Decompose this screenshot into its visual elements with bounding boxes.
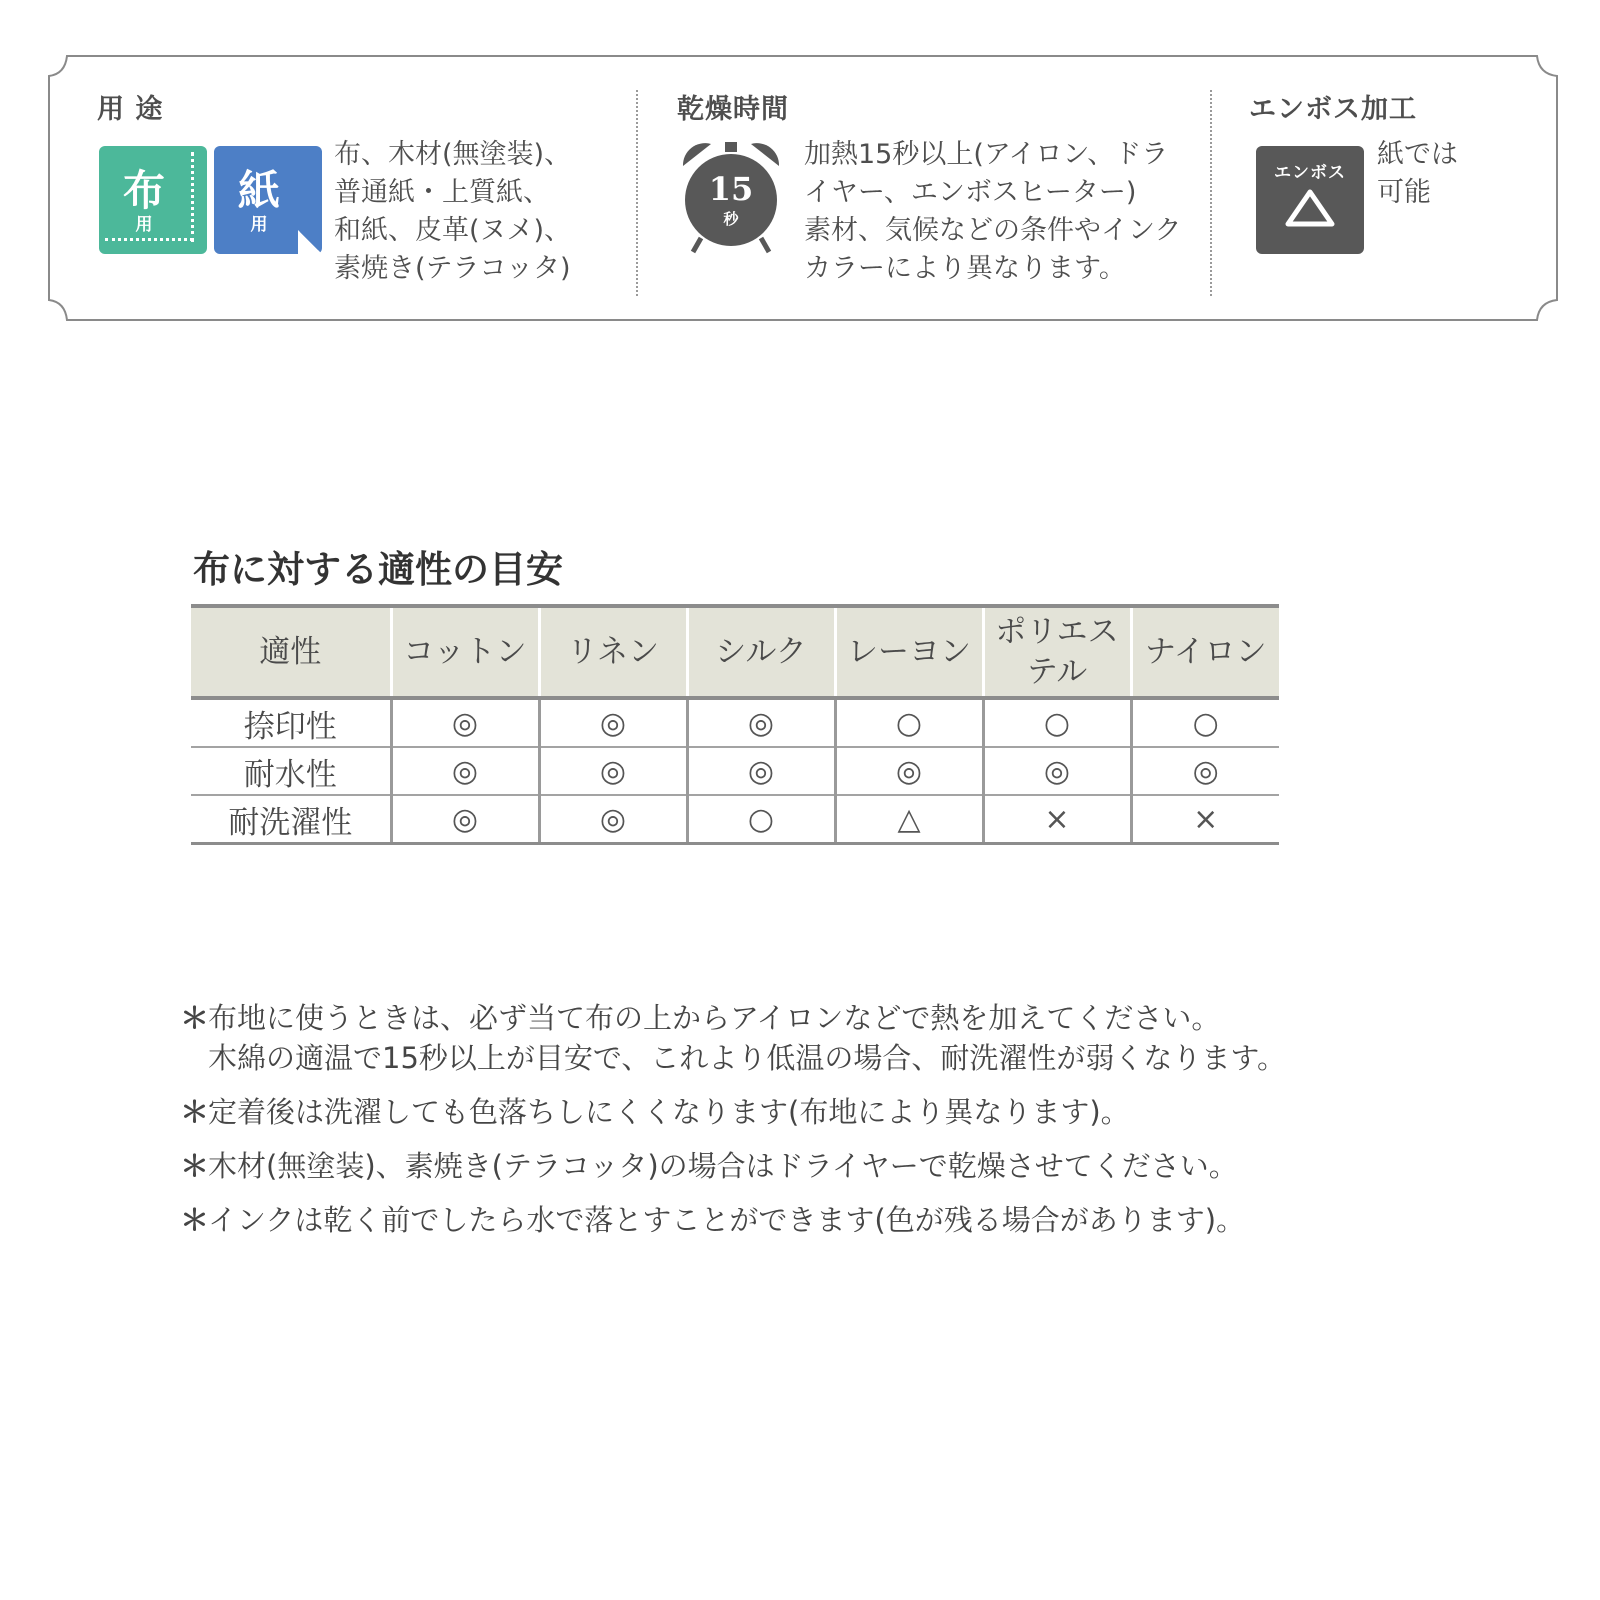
asterisk-marker: ＊ — [180, 1203, 210, 1237]
emboss-line: 可能 — [1377, 177, 1431, 208]
note-item — [180, 1200, 1540, 1240]
drying-line: イヤー、エンボスヒーター) — [804, 177, 1137, 208]
rating-cell: ◎ — [1131, 747, 1279, 795]
rating-cell: ◎ — [391, 698, 539, 747]
column-divider — [636, 90, 638, 296]
usage-line: 布、木材(無塗装)、 — [334, 139, 572, 170]
usage-text — [334, 136, 571, 288]
emboss-badge — [1256, 146, 1364, 254]
note-item — [180, 998, 1540, 1078]
rating-cell: ◎ — [983, 747, 1131, 795]
rating-cell: ○ — [983, 698, 1131, 747]
rating-cell: △ — [835, 795, 983, 844]
note-line: インクは乾く前でしたら水で落とすことができます(色が残る場合があります)。 — [208, 1203, 1246, 1237]
note-line: 木綿の適温で15秒以上が目安で、これより低温の場合、耐洗濯性が弱くなります。 — [208, 1041, 1287, 1075]
rating-cell: ○ — [687, 795, 835, 844]
row-label: 耐水性 — [191, 747, 391, 795]
notes-list — [180, 998, 1540, 1254]
paper-badge-sub: 用 — [250, 215, 268, 235]
info-panel — [47, 54, 1559, 322]
rating-cell: ◎ — [835, 747, 983, 795]
clock-number: 15 — [708, 170, 754, 208]
emboss-badge-label: エンボス — [1274, 163, 1346, 183]
cloth-use-badge — [99, 146, 207, 254]
table-header-row — [191, 606, 1279, 698]
rating-cell: ◎ — [687, 698, 835, 747]
rating-cell: ◎ — [539, 795, 687, 844]
note-item — [180, 1092, 1540, 1132]
emboss-line: 紙では — [1377, 139, 1458, 170]
rating-cell: × — [983, 795, 1131, 844]
header-cell: ナイロン — [1131, 606, 1279, 698]
asterisk-marker: ＊ — [180, 1149, 210, 1183]
usage-line: 普通紙・上質紙、 — [334, 177, 550, 208]
cloth-badge-sub: 用 — [135, 215, 153, 235]
drying-line: 素材、気候などの条件やインク — [804, 215, 1182, 246]
rating-cell: ◎ — [539, 698, 687, 747]
note-line: 木材(無塗装)、素焼き(テラコッタ)の場合はドライヤーで乾燥させてください。 — [208, 1149, 1238, 1183]
note-item — [180, 1146, 1540, 1186]
alarm-clock-icon — [675, 138, 787, 258]
note-line: 定着後は洗濯しても色落ちしにくくなります(布地により異なります)。 — [208, 1095, 1130, 1129]
header-line: テル — [1026, 654, 1088, 690]
row-label: 捺印性 — [191, 698, 391, 747]
rating-cell: ◎ — [687, 747, 835, 795]
emboss-title: エンボス加工 — [1249, 94, 1417, 125]
asterisk-marker: ＊ — [180, 1095, 210, 1129]
paper-use-badge — [214, 146, 322, 254]
header-line: ポリエス — [995, 614, 1119, 650]
rating-cell: × — [1131, 795, 1279, 844]
header-cell: 適性 — [191, 606, 391, 698]
table-title: 布に対する適性の目安 — [193, 548, 563, 591]
rating-cell: ◎ — [391, 795, 539, 844]
column-divider — [1210, 90, 1212, 296]
drying-line: カラーにより異なります。 — [804, 253, 1126, 284]
usage-title: 用 途 — [97, 94, 164, 125]
table-row — [191, 795, 1279, 844]
suitability-table — [191, 604, 1279, 845]
rating-cell: ◎ — [391, 747, 539, 795]
rating-cell: ○ — [835, 698, 983, 747]
clock-unit: 秒 — [723, 210, 739, 228]
asterisk-marker: ＊ — [180, 1001, 210, 1035]
rating-cell: ◎ — [539, 747, 687, 795]
table-row — [191, 747, 1279, 795]
triangle-icon — [1284, 188, 1336, 228]
usage-line: 素焼き(テラコッタ) — [334, 253, 571, 284]
header-cell: リネン — [539, 606, 687, 698]
drying-text — [804, 136, 1181, 288]
rating-cell: ○ — [1131, 698, 1279, 747]
cloth-badge-main: 布 — [122, 166, 165, 215]
header-cell: シルク — [687, 606, 835, 698]
header-cell-polyester — [983, 606, 1131, 698]
drying-title: 乾燥時間 — [677, 94, 789, 125]
emboss-text — [1377, 136, 1458, 212]
table-row — [191, 698, 1279, 747]
header-cell: コットン — [391, 606, 539, 698]
drying-line: 加熱15秒以上(アイロン、ドラ — [804, 139, 1169, 170]
paper-badge-main: 紙 — [237, 166, 280, 215]
header-cell: レーヨン — [835, 606, 983, 698]
note-line: 布地に使うときは、必ず当て布の上からアイロンなどで熱を加えてください。 — [208, 1001, 1221, 1035]
usage-line: 和紙、皮革(ヌメ)、 — [334, 215, 572, 246]
row-label: 耐洗濯性 — [191, 795, 391, 844]
